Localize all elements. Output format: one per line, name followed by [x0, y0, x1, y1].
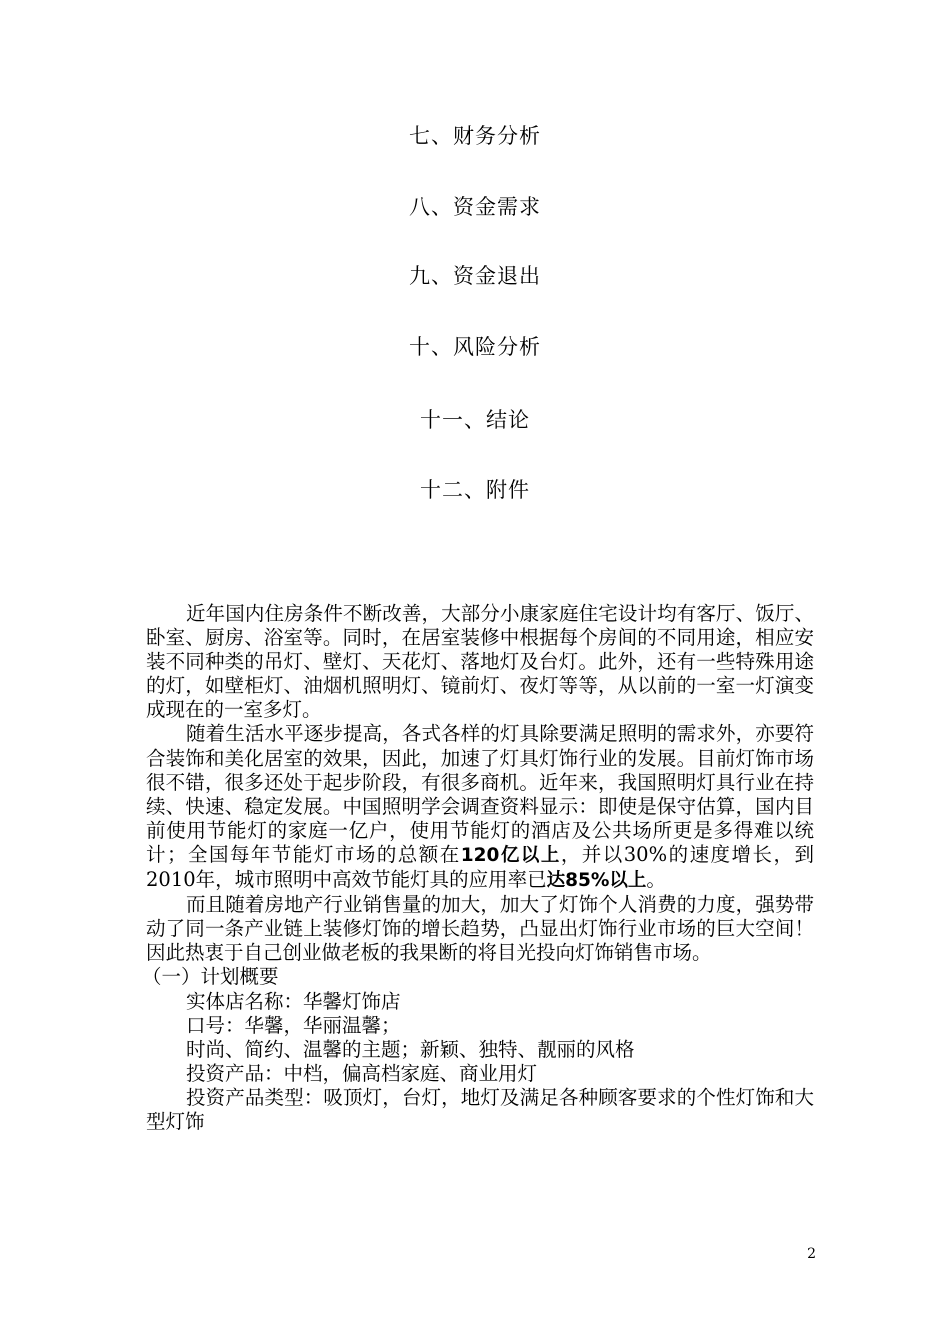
plan-item-product-types: 投资产品类型：吸顶灯，台灯，地灯及满足各种顾客要求的个性灯饰和大型灯饰: [146, 1085, 814, 1133]
toc-item-conclusion: 十一、结论: [420, 408, 530, 432]
market-total-highlight: 120亿以上: [460, 844, 561, 866]
body-text: [142, 602, 814, 1134]
paragraph-market-text-d: 。: [646, 868, 666, 892]
toc-item-capital-exit: 九、资金退出: [409, 264, 541, 288]
plan-item-store-name: 实体店名称：华馨灯饰店: [186, 989, 401, 1013]
toc-item-financial-analysis: 七、财务分析: [409, 124, 541, 148]
page-number: 2: [807, 1246, 816, 1262]
paragraph-market-text-c: ，并以30%的速度增长，到2010年，城市照明中高效节能灯具的应用率已: [146, 842, 814, 892]
paragraph-market-text-a: 随着生活水平逐步提高，各式各样的灯具除要满足照明的需求外，亦要符合装饰和美化居室的效果，因此，加速了灯具灯饰行业的发展。目前灯饰市场很不错，很多还处于起步阶段，有很多商机。近年来，我国照明灯具行业在持续、快速、稳定发展。中国照明学会调查资料显示：即使是保守估算，国内目前使用节能灯的家庭一亿户，使用节能灯的酒店及公共场所更是多得难以统计；全国每年节能灯市场的总额在: [146, 722, 814, 866]
toc-item-appendix: 十二、附件: [420, 478, 530, 502]
plan-item-theme: 时尚、简约、温馨的主题；新颖、独特、靓丽的风格: [186, 1037, 635, 1061]
plan-item-slogan: 口号：华馨，华丽温馨；: [186, 1013, 401, 1037]
paragraph-market: [146, 722, 814, 893]
paragraph-real-estate: 而且随着房地产行业销售量的加大，加大了灯饰个人消费的力度，强势带动了同一条产业链上装修灯饰的增长趋势，凸显出灯饰行业市场的巨大空间！因此热衷于自己创业做老板的我果断的将目光投向灯饰销售市场。: [146, 893, 814, 965]
toc-item-risk-analysis: 十、风险分析: [409, 335, 541, 359]
plan-item-products: 投资产品：中档，偏高档家庭、商业用灯: [186, 1061, 538, 1085]
adoption-rate-highlight: 达85%以上: [546, 870, 647, 892]
plan-summary-heading: （一）计划概要: [142, 965, 279, 989]
toc-item-capital-requirement: 八、资金需求: [409, 195, 541, 219]
paragraph-housing: 近年国内住房条件不断改善，大部分小康家庭住宅设计均有客厅、饭厅、卧室、厨房、浴室等。同时，在居室装修中根据每个房间的不同用途，相应安装不同种类的吊灯、壁灯、天花灯、落地灯及台灯。此外，还有一些特殊用途的灯，如壁柜灯、油烟机照明灯、镜前灯、夜灯等等，从以前的一室一灯演变成现在的一室多灯。: [146, 602, 814, 722]
